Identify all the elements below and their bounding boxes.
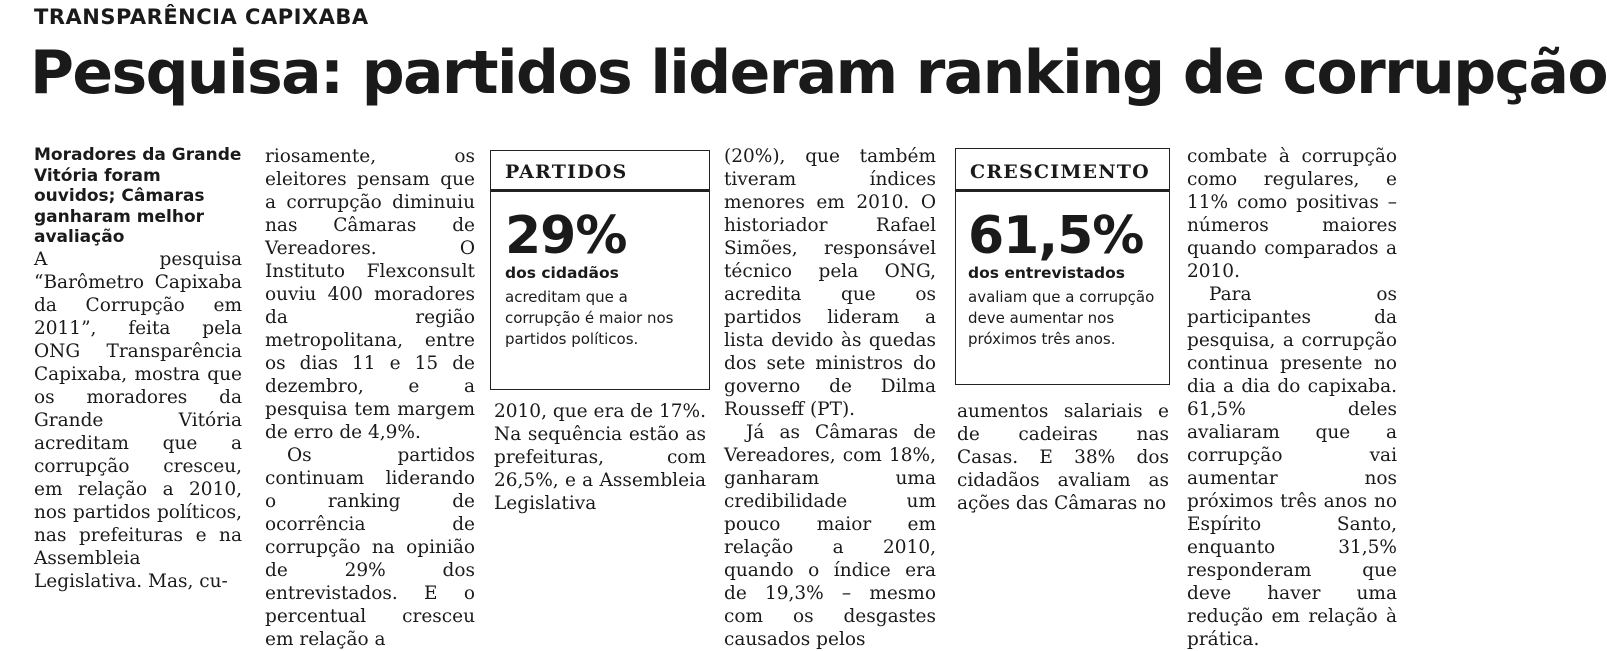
- paragraph: aumentos salariais e de cadeiras nas Casas. E 38% dos cidadãos avaliam as ações das Câmaras no: [957, 401, 1169, 514]
- stat-description: avaliam que a corrupção deve aumentar nos próximos três anos.: [968, 288, 1155, 348]
- stat-value: 29%: [505, 206, 627, 266]
- paragraph: Para os participantes da pesquisa, a corrupção continua presente no dia a dia do capixaba. 61,5% deles avaliaram que a corrupção vai aumentar nos próximos três anos no Espírito Santo, enquanto 31,5% responderam que deve haver uma redução em relação à prática.: [1187, 284, 1397, 650]
- stat-box-body: [956, 192, 1169, 350]
- paragraph: riosamente, os eleitores pensam que a corrupção diminuiu nas Câmaras de Vereadores. O Instituto Flexconsult ouviu 400 moradores da região metropolitana, entre os dias 11 e 15 de dezembro, e a pesquisa tem margem de erro de 4,9%.: [265, 146, 475, 443]
- stat-box-label: CRESCIMENTO: [956, 149, 1169, 192]
- section-kicker: TRANSPARÊNCIA CAPIXABA: [34, 5, 369, 29]
- paragraph: (20%), que também tiveram índices menores em 2010. O historiador Rafael Simões, responsável técnico pela ONG, acredita que os partidos lideram a lista devido às quedas dos sete ministros do governo de Dilma Rousseff (PT).: [724, 146, 936, 420]
- paragraph: combate à corrupção como regulares, e 11% como positivas – números maiores quando comparados a 2010.: [1187, 146, 1397, 282]
- subheadline: Moradores da Grande Vitória foram ouvidos; Câmaras ganharam melhor avaliação: [34, 145, 242, 247]
- stat-box-body: [491, 192, 709, 350]
- headline: Pesquisa: partidos lideram ranking de corrupção: [30, 38, 1607, 108]
- stat-box-crescimento: [955, 148, 1170, 385]
- paragraph: Já as Câmaras de Vereadores, com 18%, ganharam uma credibilidade um pouco maior em relação a 2010, quando o índice era de 19,3% – mesmo com os desgastes causados pelos: [724, 422, 936, 650]
- stat-box-partidos: [490, 150, 710, 390]
- stat-description: acreditam que a corrupção é maior nos partidos políticos.: [505, 288, 674, 348]
- article-column-3: [494, 400, 706, 515]
- article-column-6: [1187, 145, 1397, 651]
- paragraph: A pesquisa “Barômetro Capixaba da Corrupção em 2011”, feita pela ONG Transparência Capixaba, mostra que os moradores da Grande Vitória acreditam que a corrupção cresceu, em relação a 2010, nos partidos políticos, nas prefeituras e na Assembleia Legislativa. Mas, cu-: [34, 248, 242, 592]
- article-column-5: [957, 400, 1169, 515]
- stat-subject: dos cidadãos: [505, 264, 619, 282]
- article-column-1: [34, 145, 242, 593]
- stat-box-label: PARTIDOS: [491, 151, 709, 192]
- article-column-4: [724, 145, 936, 651]
- stat-subject: dos entrevistados: [968, 264, 1125, 282]
- paragraph: Os partidos continuam liderando o ranking de ocorrência de corrupção na opinião de 29% dos entrevistados. E o percentual cresceu em relação a: [265, 445, 475, 650]
- paragraph: 2010, que era de 17%. Na sequência estão as prefeituras, com 26,5%, e a Assembleia Legislativa: [494, 401, 706, 514]
- stat-value: 61,5%: [968, 206, 1144, 266]
- article-column-2: [265, 145, 475, 651]
